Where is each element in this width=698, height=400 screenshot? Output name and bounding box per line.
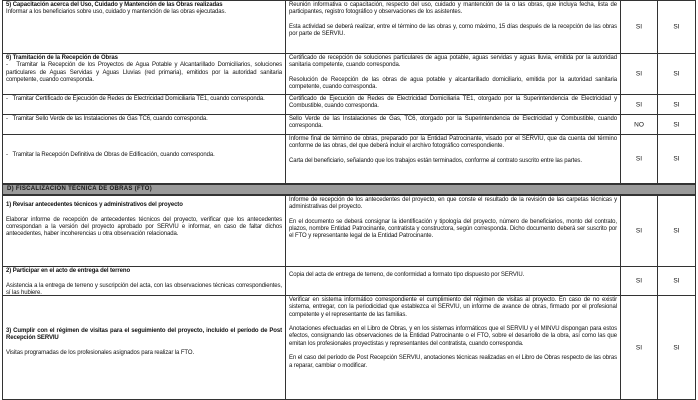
section-title: 1) Revisar antecedentes técnicos y administrativos del proyecto	[6, 202, 183, 208]
table-row	[0, 114, 698, 135]
section-text: - Tramitar la Recepción de los Proyectos de Agua Potable y Alcantarillado Domiciliarios, soluciones particulares de Aguas Servidas y Aguas Lluvias (red primaria), emitidos por la autoridad sanitaria competente, cuando corresponda.	[6, 62, 284, 83]
section-text: - Tramitar la Recepción Definitiva de Obras de Edificación, cuando corresponda.	[6, 152, 215, 158]
table-row	[0, 53, 698, 95]
evidence-text: Sello Verde de las Instalaciones de Gas, TC6, otorgado por la Superintendencia de Electricidad y Combustible, cuando corresponda.	[289, 116, 619, 130]
col-value: SI	[635, 344, 643, 351]
evidence-text: Certificado de recepción de soluciones particulares de agua potable, aguas servidas y aguas lluvia, emitida por la autoridad sanitaria competente, cuando corresponda. Resolución de Recepción de las obras de agua potable y alcantarillado domiciliario, emitida por la autoridad sanitaria competente, cuando corresponda.	[289, 55, 617, 91]
table-row	[0, 134, 698, 184]
section-text: - Tramitar Certificado de Ejecución de Redes de Electricidad Domiciliaria TE1, cuando corresponda.	[6, 96, 265, 102]
evidence-text: Informe final de término de obras, preparado por la Entidad Patrocinante, visado por el SERVIU, que da cuenta del término conforme de las obras, del que deberá incluir el archivo fotográfico correspondiente. Carta del beneficiario, señalando que los trabajos están terminados, conforme al contrato suscrito entre las partes.	[289, 136, 617, 164]
table-row	[0, 94, 698, 115]
col-value: SI	[635, 227, 643, 235]
section-title: 5) Capacitación acerca del Uso, Cuidado y Mantención de las Obras realizadas	[6, 2, 223, 8]
table-row	[0, 0, 698, 54]
evidence-text: Copia del acta de entrega de terreno, de conformidad a formato tipo dispuesto por SERVIU.	[289, 272, 525, 278]
col-value: SI	[673, 23, 680, 31]
col-value: SI	[673, 155, 680, 163]
col-value: SI	[635, 23, 643, 31]
section-text: Asistencia a la entrega de terreno y suscripción del acta, con las observaciones técnicas correspondientes, sí las hubiere.	[6, 282, 284, 296]
col-value: SI	[673, 121, 680, 128]
evidence-text: Reunión informativa o capacitación, respecto del uso, cuidado y mantención de la o las obras, que incluya fecha, lista de participantes, registro fotográfico y observaciones de los asistentes. Esta actividad se deberá realizar, entre el término de las obras y, como máximo, 15 días después de la recepción de las obras por parte de SERVIU.	[289, 2, 617, 38]
col-value: SI	[673, 344, 680, 351]
table-row	[0, 295, 698, 400]
section-text: Elaborar informe de recepción de antecedentes técnicos del proyecto, verificar que los antecedentes correspondan a la versión del proyecto aprobado por SERVIU e informar, en caso de faltar dichos antecedentes, haber incoherencias u otra observación relacionada.	[6, 216, 284, 238]
col-value: SI	[673, 101, 680, 108]
section-title: 2) Participar en el acto de entrega del terreno	[6, 268, 131, 274]
col-value: SI	[635, 70, 643, 78]
section-text: Informar a los beneficiarios sobre uso, cuidado y mantención de las obras ejecutadas.	[6, 9, 226, 16]
col-value: SI	[635, 155, 643, 163]
col-value: NO	[634, 121, 644, 128]
col-value: SI	[673, 277, 680, 285]
table-row	[0, 266, 698, 296]
col-value: SI	[635, 277, 643, 285]
section-title: 3) Cumplir con el régimen de visitas para el seguimiento del proyecto, incluido el período de Post Recepción SERVIU	[6, 328, 284, 342]
table-row	[0, 195, 698, 267]
evidence-text: Informe de recepción de los antecedentes del proyecto, en que conste el resultado de la revisión de las carpetas técnicas y administrativas del proyecto. En el documento se deberá consignar la identificación y tipología del proyecto, número de beneficiarios, monto del contrato, plazos, nombre Entidad Patrocinante, contratista y constructora, según corresponda. Dicho documento deberá ser suscrito por el FTO y representante legal de la Entidad Patrocinante.	[289, 197, 617, 240]
section-text: Visitas programadas de los profesionales asignados para realizar la FTO.	[6, 349, 195, 356]
section-text: - Tramitar Sello Verde de las Instalaciones de Gas TC6, cuando corresponda.	[6, 116, 208, 122]
col-value: SI	[635, 101, 643, 108]
section-title: 6) Tramitación de la Recepción de Obras	[6, 55, 118, 61]
section-band	[0, 184, 698, 195]
band-title: D) FISCALIZACIÓN TÉCNICA DE OBRAS (FTO)	[7, 186, 153, 192]
evidence-text: Certificado de Ejecución de Redes de Electricidad Domiciliaria TE1, otorgado por la Superintendencia de Electricidad y Combustible, cuando corresponda.	[289, 96, 619, 110]
col-value: SI	[673, 70, 680, 78]
evidence-text: Verificar en sistema informático correspondiente el cumplimiento del régimen de visitas al proyecto. En caso de no existir sistema, entregar, con la periodicidad que establezca el SERVIU, un informe de avance de obras, firmado por el profesional competente y el representante de las familias. Anotaciones efectuadas en el Libro de Obras, y en los sistemas informáticos que el SERVIU y el MINVU dispongan para estos efectos, consignando las observaciones de la Entidad Patrocinante o el FTO, sobre el desarrollo de la obra, así como las que emitan los profesionales proyectistas y representantes del contratista, cuando corresponda. En el caso del período de Post Recepción SERVIU, anotaciones técnicas realizadas en el Libro de Obras respecto de las obras a reparar, cambiar o modificar.	[289, 297, 617, 369]
col-value: SI	[673, 227, 680, 235]
